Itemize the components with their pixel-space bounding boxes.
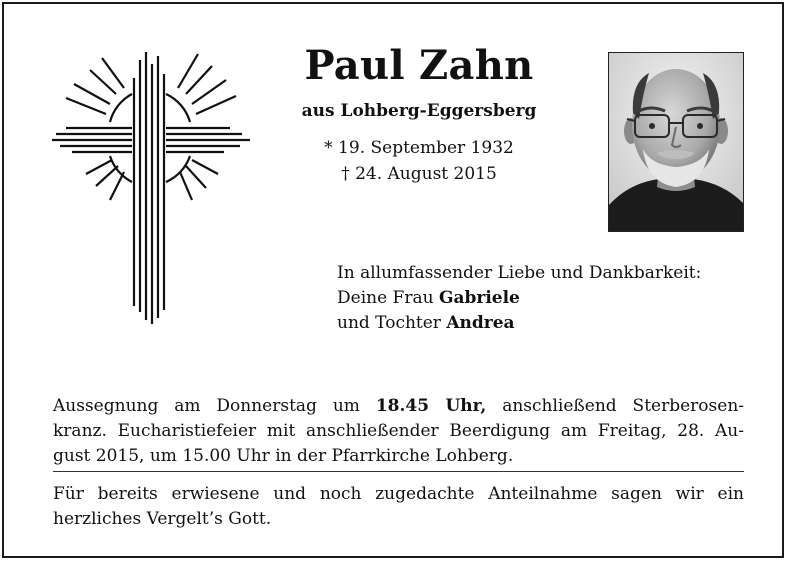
radiant-cross-icon [52, 48, 252, 324]
deceased-origin: aus Lohberg-Eggersberg [301, 101, 537, 121]
ceremony-line-1 [53, 394, 744, 419]
ceremony-time: 18.45 Uhr, [375, 396, 487, 416]
life-dates [274, 135, 564, 187]
ceremony-text: Aussegnung am Donnerstag um [53, 396, 376, 416]
mourners-block [337, 261, 701, 336]
ceremony-line-3: gust 2015, um 15.00 Uhr in der Pfarrkirche Lohberg. [53, 446, 514, 466]
mourner-wife [337, 286, 701, 311]
death-date: † 24. August 2015 [341, 164, 497, 184]
thanks-line-2: herzliches Vergelt’s Gott. [53, 509, 272, 529]
birth-date: * 19. September 1932 [324, 138, 514, 158]
deceased-name: Paul Zahn [304, 42, 534, 89]
mourner-daughter-name: Andrea [446, 313, 515, 333]
mourner-wife-name: Gabriele [438, 288, 520, 308]
mourner-daughter [337, 311, 701, 336]
obituary-card [2, 2, 784, 558]
ceremony-details [53, 394, 744, 469]
ceremony-line-2: kranz. Eucharistiefeier mit anschließender Beerdigung am Freitag, 28. Au- [53, 421, 744, 441]
ceremony-text: anschließend Sterberosen- [486, 396, 745, 416]
portrait-photo [608, 52, 744, 232]
thanks-note [53, 482, 744, 532]
thanks-line-1: Für bereits erwiesene und noch zugedachte Anteilnahme sagen wir ein [53, 484, 744, 504]
mourner-daughter-relation: und Tochter [337, 313, 447, 333]
mourner-wife-relation: Deine Frau [337, 288, 439, 308]
divider [53, 471, 744, 472]
mourners-intro: In allumfassender Liebe und Dankbarkeit: [337, 263, 702, 283]
